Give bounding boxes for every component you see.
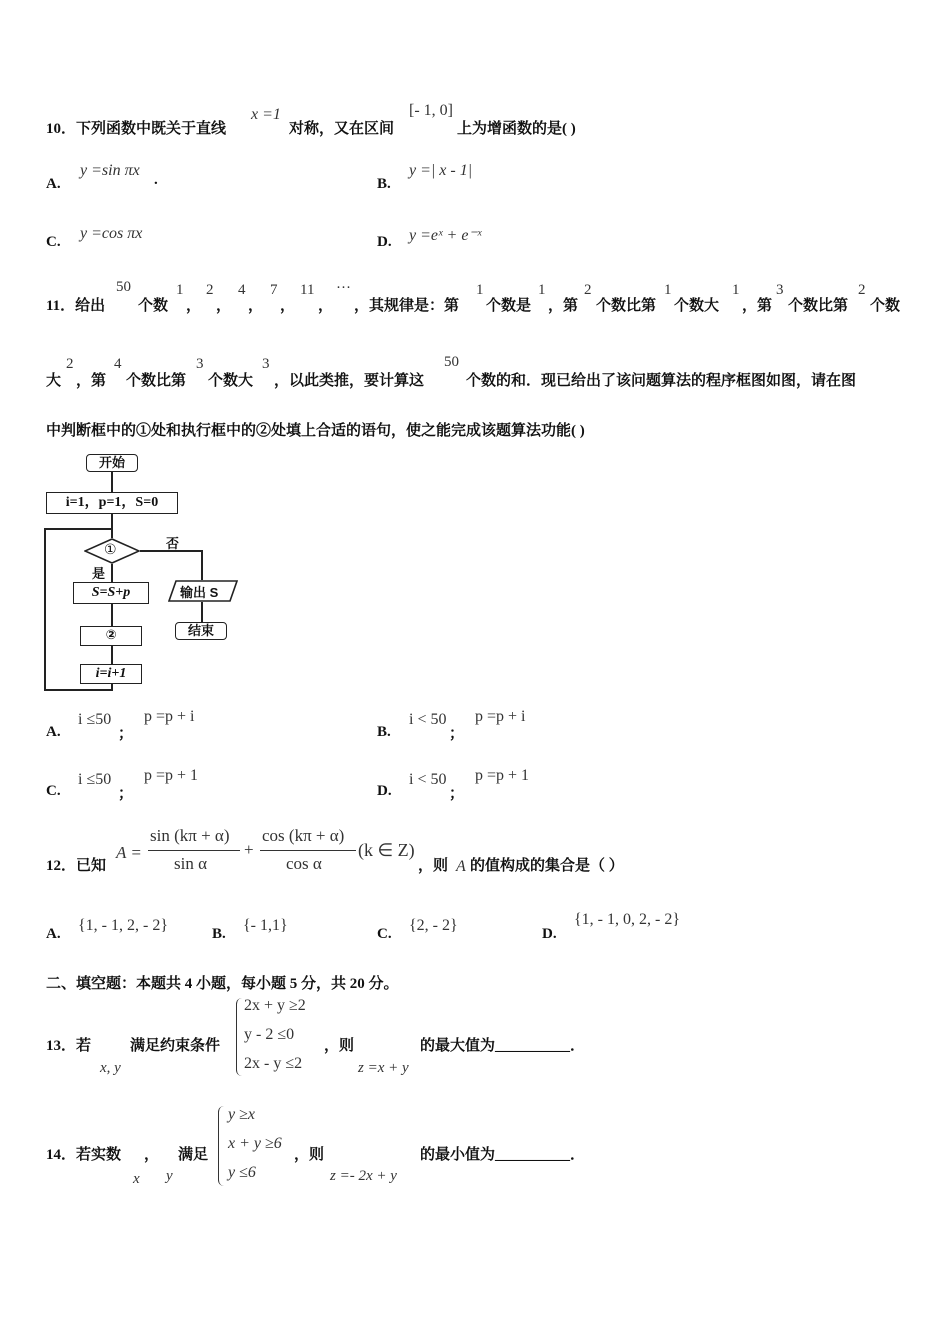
q11-l2n1: 2 <box>66 356 74 372</box>
q14-var-x: x <box>133 1171 140 1187</box>
q12-option-a-value: {1, - 1, 2, - 2} <box>78 917 169 934</box>
q11-seq-4: 7 <box>270 282 278 298</box>
q13-p3: ，则 <box>324 1038 355 1054</box>
q10-interval: [- 1, 0] <box>409 102 453 119</box>
q12-den1: sin α <box>174 854 207 873</box>
q14-comma: ， <box>144 1147 160 1163</box>
q12-option-c-value: {2, - 2} <box>409 917 458 934</box>
flow-init: i=1，p=1，S=0 <box>46 492 178 514</box>
q11-p6: 个数比第 <box>596 298 657 314</box>
q11-p8: ，第 <box>742 298 773 314</box>
q10-option-a-expr: y =sin πx <box>80 162 140 179</box>
q11-option-a-sep: ； <box>118 726 134 742</box>
q12-num1: sin (kπ + α) <box>150 826 230 845</box>
q10-line-expr: x =1 <box>251 106 281 123</box>
q11-option-a-label: A. <box>46 724 61 740</box>
q14-constraint-3: y ≤6 <box>228 1164 256 1181</box>
q11-option-a-cond: i ≤50 <box>78 711 112 728</box>
q11-l2d: 个数大 <box>208 373 254 389</box>
q12-p3: 的值构成的集合是（ ） <box>470 858 624 874</box>
flow-end: 结束 <box>175 622 227 640</box>
q12-option-d-label: D. <box>542 926 557 942</box>
q10-option-b-expr: y =| x - 1| <box>409 162 473 179</box>
q11-line3: 中判断框中的①处和执行框中的②处填上合适的语句，使之能完成该题算法功能( ) <box>46 423 585 439</box>
q14-p2: 满足 <box>178 1147 209 1163</box>
q13-objective: z =x + y <box>358 1060 409 1076</box>
q11-l2e: ，以此类推，要计算这 <box>274 373 425 389</box>
flow-step-blank: ② <box>80 626 142 646</box>
q10-stem-c: 上为增函数的是( ) <box>457 121 576 137</box>
q11-l2n5: 50 <box>444 354 459 370</box>
q12-option-d-value: {1, - 1, 0, 2, - 2} <box>574 911 681 928</box>
flow-output-label: 输出 S <box>180 585 219 600</box>
flow-step-inc: i=i+1 <box>80 664 142 684</box>
q11-option-d-expr: p =p + 1 <box>475 767 530 784</box>
q11-option-c-cond: i ≤50 <box>78 771 112 788</box>
q14-constraint-1: y ≥x <box>228 1106 255 1123</box>
q11-r6: 3 <box>776 282 784 298</box>
q11-r7: 2 <box>858 282 866 298</box>
q10-stem-b: 对称，又在区间 <box>289 121 395 137</box>
q12-option-c-label: C. <box>377 926 392 942</box>
q14-p3: ，则 <box>294 1147 325 1163</box>
q11-l2c: 个数比第 <box>126 373 187 389</box>
q11-l2n2: 4 <box>114 356 122 372</box>
q11-p2: 个数 <box>138 298 169 314</box>
q11-p4: 个数是 <box>486 298 532 314</box>
q11-seq-1: 1 <box>176 282 184 298</box>
q11-seq-6: ··· <box>336 280 351 296</box>
flow-decision-label: ① <box>104 542 117 558</box>
q12-A-var: A <box>456 858 466 875</box>
q12-cond: (k ∈ Z) <box>358 840 415 860</box>
q13-constraint-2: y - 2 ≤0 <box>244 1026 295 1043</box>
q13-vars: x, y <box>100 1060 121 1076</box>
q12-plus: + <box>244 840 254 859</box>
flow-start: 开始 <box>86 454 138 472</box>
q14-brace <box>218 1106 225 1186</box>
q11-option-c-sep: ； <box>118 786 134 802</box>
q11-r1: 1 <box>476 282 484 298</box>
flow-no-label: 否 <box>166 536 180 551</box>
q12-A-eq: A = <box>116 843 142 862</box>
q11-option-b-sep: ； <box>449 726 465 742</box>
q14-var-y: y <box>166 1168 173 1184</box>
q13-p1: 13．若 <box>46 1038 92 1054</box>
q11-l2n3: 3 <box>196 356 204 372</box>
q10-option-b-label: B. <box>377 176 391 192</box>
q10-option-d-label: D. <box>377 234 392 250</box>
q11-l2n4: 3 <box>262 356 270 372</box>
q11-p7: 个数大 <box>674 298 720 314</box>
q11-option-c-label: C. <box>46 783 61 799</box>
q12-den2: cos α <box>286 854 322 873</box>
flow-yes-label: 是 <box>92 566 106 581</box>
q12-option-b-value: {- 1,1} <box>243 917 288 934</box>
q10-option-c-expr: y =cos πx <box>80 225 143 242</box>
q11-p1: 11．给出 <box>46 298 106 314</box>
q13-constraint-3: 2x - y ≤2 <box>244 1055 303 1072</box>
q11-option-b-label: B. <box>377 724 391 740</box>
q10-option-c-label: C. <box>46 234 61 250</box>
q10-option-a-dot: . <box>154 172 158 188</box>
q11-n50: 50 <box>116 279 131 295</box>
q12-option-a-label: A. <box>46 926 61 942</box>
q12-p1: 12．已知 <box>46 858 107 874</box>
q11-l2f: 个数的和．现已给出了该问题算法的程序框图如图，请在图 <box>466 373 857 389</box>
q11-option-d-label: D. <box>377 783 392 799</box>
section-title: 二、填空题：本题共 4 小题，每小题 5 分，共 20 分。 <box>46 976 399 992</box>
q11-r2: 1 <box>538 282 546 298</box>
q11-option-d-cond: i < 50 <box>409 771 447 788</box>
q10-option-a-label: A. <box>46 176 61 192</box>
q11-p9: 个数比第 <box>788 298 849 314</box>
q10-option-d-expr: y =eˣ + e⁻ˣ <box>409 227 482 244</box>
flow-step-sum: S=S+p <box>73 582 149 604</box>
q11-p3: ，其规律是：第 <box>354 298 460 314</box>
q14-p4: 的最小值为__________． <box>420 1147 586 1163</box>
q11-r3: 2 <box>584 282 592 298</box>
q11-p10: 个数 <box>870 298 901 314</box>
q11-r5: 1 <box>732 282 740 298</box>
q14-constraint-2: x + y ≥6 <box>228 1135 282 1152</box>
q13-brace <box>236 998 243 1076</box>
q11-p5: ，第 <box>548 298 579 314</box>
q13-constraint-1: 2x + y ≥2 <box>244 997 306 1014</box>
q11-seq-5: 11 <box>300 282 315 298</box>
q11-option-c-expr: p =p + 1 <box>144 767 199 784</box>
q11-seq-3: 4 <box>238 282 246 298</box>
q11-option-b-cond: i < 50 <box>409 711 447 728</box>
q11-r4: 1 <box>664 282 672 298</box>
q11-l2a: 大 <box>46 373 62 389</box>
q10-stem-a: 10．下列函数中既关于直线 <box>46 121 227 137</box>
q14-p1: 14．若实数 <box>46 1147 122 1163</box>
q11-option-b-expr: p =p + i <box>475 708 526 725</box>
q11-seq-2: 2 <box>206 282 214 298</box>
q11-option-d-sep: ； <box>449 786 465 802</box>
q13-p2: 满足约束条件 <box>130 1038 221 1054</box>
q12-p2: ，则 <box>418 858 449 874</box>
q11-option-a-expr: p =p + i <box>144 708 195 725</box>
q11-l2b: ，第 <box>76 373 107 389</box>
q13-p4: 的最大值为__________． <box>420 1038 586 1054</box>
q14-objective: z =- 2x + y <box>330 1168 397 1184</box>
q12-option-b-label: B. <box>212 926 226 942</box>
q12-num2: cos (kπ + α) <box>262 826 345 845</box>
